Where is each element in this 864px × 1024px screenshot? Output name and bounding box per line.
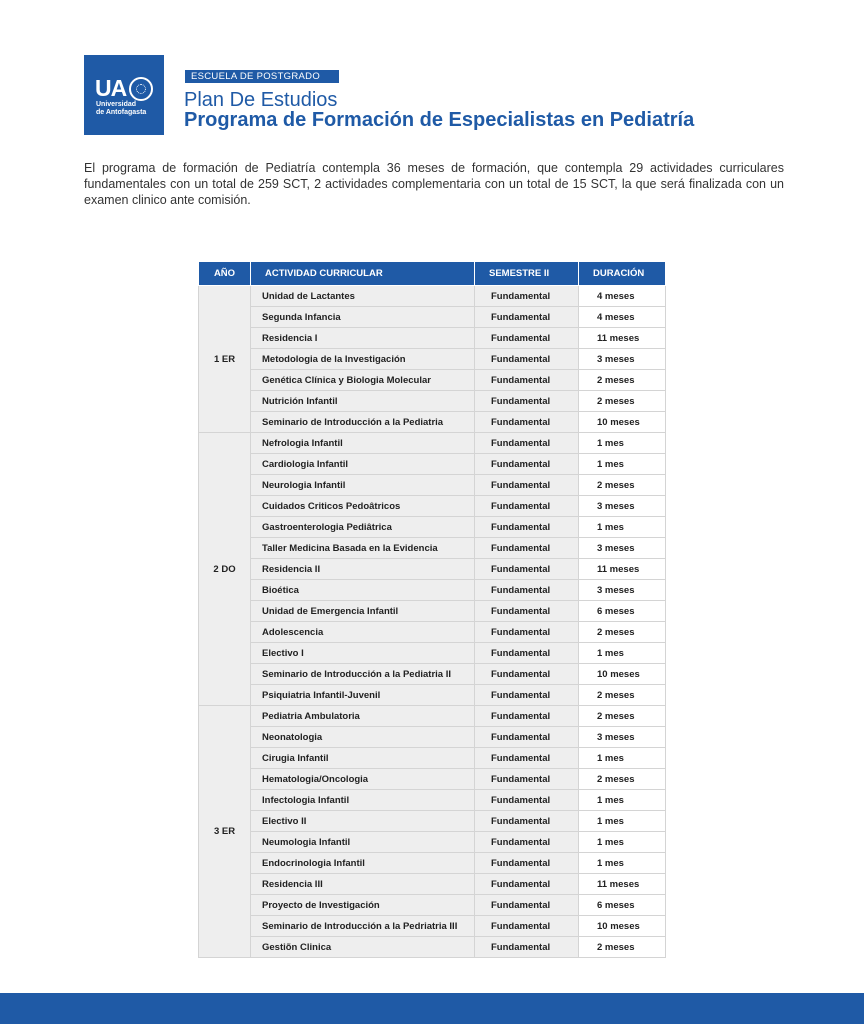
duration-cell: 10 meses bbox=[579, 412, 666, 433]
activity-cell: Unidad de Emergencia Infantil bbox=[251, 601, 475, 622]
table-row bbox=[199, 748, 666, 769]
table-row bbox=[199, 328, 666, 349]
table-row bbox=[199, 517, 666, 538]
semester-cell: Fundamental bbox=[475, 580, 579, 601]
duration-cell: 10 meses bbox=[579, 916, 666, 937]
duration-cell: 3 meses bbox=[579, 538, 666, 559]
activity-cell: Residencia I bbox=[251, 328, 475, 349]
table-row bbox=[199, 664, 666, 685]
duration-cell: 1 mes bbox=[579, 811, 666, 832]
table-row bbox=[199, 895, 666, 916]
semester-cell: Fundamental bbox=[475, 601, 579, 622]
semester-cell: Fundamental bbox=[475, 370, 579, 391]
activity-cell: Gastroenterologia Pediâtrica bbox=[251, 517, 475, 538]
duration-cell: 6 meses bbox=[579, 601, 666, 622]
duration-cell: 2 meses bbox=[579, 937, 666, 958]
table-row bbox=[199, 937, 666, 958]
table-row bbox=[199, 538, 666, 559]
table-row bbox=[199, 496, 666, 517]
table-row bbox=[199, 391, 666, 412]
table-row bbox=[199, 790, 666, 811]
semester-cell: Fundamental bbox=[475, 853, 579, 874]
semester-cell: Fundamental bbox=[475, 643, 579, 664]
semester-cell: Fundamental bbox=[475, 328, 579, 349]
activity-cell: Proyecto de Investigación bbox=[251, 895, 475, 916]
activity-cell: Seminario de Introducción a la Pedriatria III bbox=[251, 916, 475, 937]
semester-cell: Fundamental bbox=[475, 517, 579, 538]
activity-cell: Seminario de Introducción a la Pediatria II bbox=[251, 664, 475, 685]
table-row bbox=[199, 433, 666, 454]
duration-cell: 1 mes bbox=[579, 433, 666, 454]
semester-cell: Fundamental bbox=[475, 391, 579, 412]
activity-cell: Bioética bbox=[251, 580, 475, 601]
semester-cell: Fundamental bbox=[475, 307, 579, 328]
page-subtitle: Programa de Formación de Especialistas en Pediatría bbox=[184, 109, 695, 131]
semester-cell: Fundamental bbox=[475, 475, 579, 496]
intro-paragraph: El programa de formación de Pediatría contempla 36 meses de formación, que contempla 29 actividades curriculares fundamentales con un total de 259 SCT, 2 actividades complementaria con un total de 15 SCT, la que será finalizada con un examen clinico ante comisión. bbox=[84, 161, 784, 207]
activity-cell: Endocrinologia Infantil bbox=[251, 853, 475, 874]
duration-cell: 1 mes bbox=[579, 517, 666, 538]
activity-cell: Neumologia Infantil bbox=[251, 832, 475, 853]
semester-cell: Fundamental bbox=[475, 769, 579, 790]
table-row bbox=[199, 622, 666, 643]
year-cell: 2 DO bbox=[199, 433, 251, 706]
table-row bbox=[199, 307, 666, 328]
semester-cell: Fundamental bbox=[475, 832, 579, 853]
activity-cell: Nefrologia Infantil bbox=[251, 433, 475, 454]
semester-cell: Fundamental bbox=[475, 916, 579, 937]
activity-cell: Residencia III bbox=[251, 874, 475, 895]
duration-cell: 2 meses bbox=[579, 475, 666, 496]
activity-cell: Unidad de Lactantes bbox=[251, 286, 475, 307]
activity-cell: Neurologia Infantil bbox=[251, 475, 475, 496]
semester-cell: Fundamental bbox=[475, 496, 579, 517]
semester-cell: Fundamental bbox=[475, 706, 579, 727]
footer-bar bbox=[0, 993, 864, 1024]
table-row bbox=[199, 475, 666, 496]
activity-cell: Metodologia de la Investigación bbox=[251, 349, 475, 370]
semester-cell: Fundamental bbox=[475, 559, 579, 580]
logo-name-line1: Universidad bbox=[96, 101, 137, 108]
activity-cell: Residencia II bbox=[251, 559, 475, 580]
semester-cell: Fundamental bbox=[475, 622, 579, 643]
duration-cell: 4 meses bbox=[579, 286, 666, 307]
header-semester: SEMESTRE II bbox=[475, 262, 579, 286]
table-row bbox=[199, 580, 666, 601]
duration-cell: 2 meses bbox=[579, 370, 666, 391]
duration-cell: 1 mes bbox=[579, 790, 666, 811]
activity-cell: Segunda Infancia bbox=[251, 307, 475, 328]
duration-cell: 11 meses bbox=[579, 874, 666, 895]
duration-cell: 4 meses bbox=[579, 307, 666, 328]
semester-cell: Fundamental bbox=[475, 874, 579, 895]
semester-cell: Fundamental bbox=[475, 790, 579, 811]
duration-cell: 3 meses bbox=[579, 496, 666, 517]
semester-cell: Fundamental bbox=[475, 748, 579, 769]
table-body bbox=[199, 286, 666, 958]
logo-university-name bbox=[96, 101, 158, 117]
duration-cell: 2 meses bbox=[579, 769, 666, 790]
activity-cell: Infectologia Infantil bbox=[251, 790, 475, 811]
activity-cell: Cirugia Infantil bbox=[251, 748, 475, 769]
semester-cell: Fundamental bbox=[475, 937, 579, 958]
activity-cell: Cuidados Criticos Pedoâtricos bbox=[251, 496, 475, 517]
activity-cell: Seminario de Introducción a la Pediatria bbox=[251, 412, 475, 433]
activity-cell: Electivo II bbox=[251, 811, 475, 832]
duration-cell: 3 meses bbox=[579, 727, 666, 748]
duration-cell: 1 mes bbox=[579, 853, 666, 874]
table-row bbox=[199, 286, 666, 307]
semester-cell: Fundamental bbox=[475, 433, 579, 454]
duration-cell: 2 meses bbox=[579, 706, 666, 727]
activity-cell: Psiquiatria Infantil-Juvenil bbox=[251, 685, 475, 706]
page-title: Plan De Estudios bbox=[184, 89, 338, 111]
year-cell: 1 ER bbox=[199, 286, 251, 433]
table-row bbox=[199, 685, 666, 706]
table-row bbox=[199, 769, 666, 790]
duration-cell: 3 meses bbox=[579, 580, 666, 601]
header-activity: ACTIVIDAD CURRICULAR bbox=[251, 262, 475, 286]
table-row bbox=[199, 706, 666, 727]
seal-icon bbox=[129, 77, 153, 101]
semester-cell: Fundamental bbox=[475, 412, 579, 433]
activity-cell: Neonatologia bbox=[251, 727, 475, 748]
header-duration: DURACIÓN bbox=[579, 262, 666, 286]
activity-cell: Hematologia/Oncologia bbox=[251, 769, 475, 790]
semester-cell: Fundamental bbox=[475, 685, 579, 706]
school-tag: ESCUELA DE POSTGRADO bbox=[185, 70, 339, 83]
table-header-row bbox=[199, 262, 666, 286]
study-plan-table bbox=[198, 261, 666, 958]
duration-cell: 1 mes bbox=[579, 832, 666, 853]
duration-cell: 10 meses bbox=[579, 664, 666, 685]
semester-cell: Fundamental bbox=[475, 727, 579, 748]
table-row bbox=[199, 853, 666, 874]
table-row bbox=[199, 916, 666, 937]
semester-cell: Fundamental bbox=[475, 286, 579, 307]
semester-cell: Fundamental bbox=[475, 664, 579, 685]
duration-cell: 1 mes bbox=[579, 643, 666, 664]
semester-cell: Fundamental bbox=[475, 895, 579, 916]
activity-cell: Taller Medicina Basada en la Evidencia bbox=[251, 538, 475, 559]
semester-cell: Fundamental bbox=[475, 811, 579, 832]
duration-cell: 1 mes bbox=[579, 748, 666, 769]
activity-cell: Genética Clínica y Biologia Molecular bbox=[251, 370, 475, 391]
duration-cell: 11 meses bbox=[579, 559, 666, 580]
duration-cell: 11 meses bbox=[579, 328, 666, 349]
table-row bbox=[199, 559, 666, 580]
university-logo bbox=[84, 55, 164, 135]
activity-cell: Pediatria Ambulatoria bbox=[251, 706, 475, 727]
logo-initials: UA bbox=[95, 75, 127, 101]
duration-cell: 2 meses bbox=[579, 622, 666, 643]
table-row bbox=[199, 601, 666, 622]
activity-cell: Adolescencia bbox=[251, 622, 475, 643]
activity-cell: Electivo I bbox=[251, 643, 475, 664]
activity-cell: Nutrición Infantil bbox=[251, 391, 475, 412]
table-row bbox=[199, 832, 666, 853]
table-row bbox=[199, 811, 666, 832]
duration-cell: 1 mes bbox=[579, 454, 666, 475]
table-row bbox=[199, 454, 666, 475]
semester-cell: Fundamental bbox=[475, 349, 579, 370]
table-row bbox=[199, 412, 666, 433]
duration-cell: 2 meses bbox=[579, 391, 666, 412]
header-year: AÑO bbox=[199, 262, 251, 286]
table-row bbox=[199, 349, 666, 370]
table-row bbox=[199, 727, 666, 748]
activity-cell: Cardiologia Infantil bbox=[251, 454, 475, 475]
table-row bbox=[199, 370, 666, 391]
year-cell: 3 ER bbox=[199, 706, 251, 958]
logo-name-line2: de Antofagasta bbox=[96, 109, 147, 116]
semester-cell: Fundamental bbox=[475, 538, 579, 559]
activity-cell: Gestiõn Clinica bbox=[251, 937, 475, 958]
table-row bbox=[199, 643, 666, 664]
duration-cell: 3 meses bbox=[579, 349, 666, 370]
duration-cell: 6 meses bbox=[579, 895, 666, 916]
table-row bbox=[199, 874, 666, 895]
semester-cell: Fundamental bbox=[475, 454, 579, 475]
duration-cell: 2 meses bbox=[579, 685, 666, 706]
